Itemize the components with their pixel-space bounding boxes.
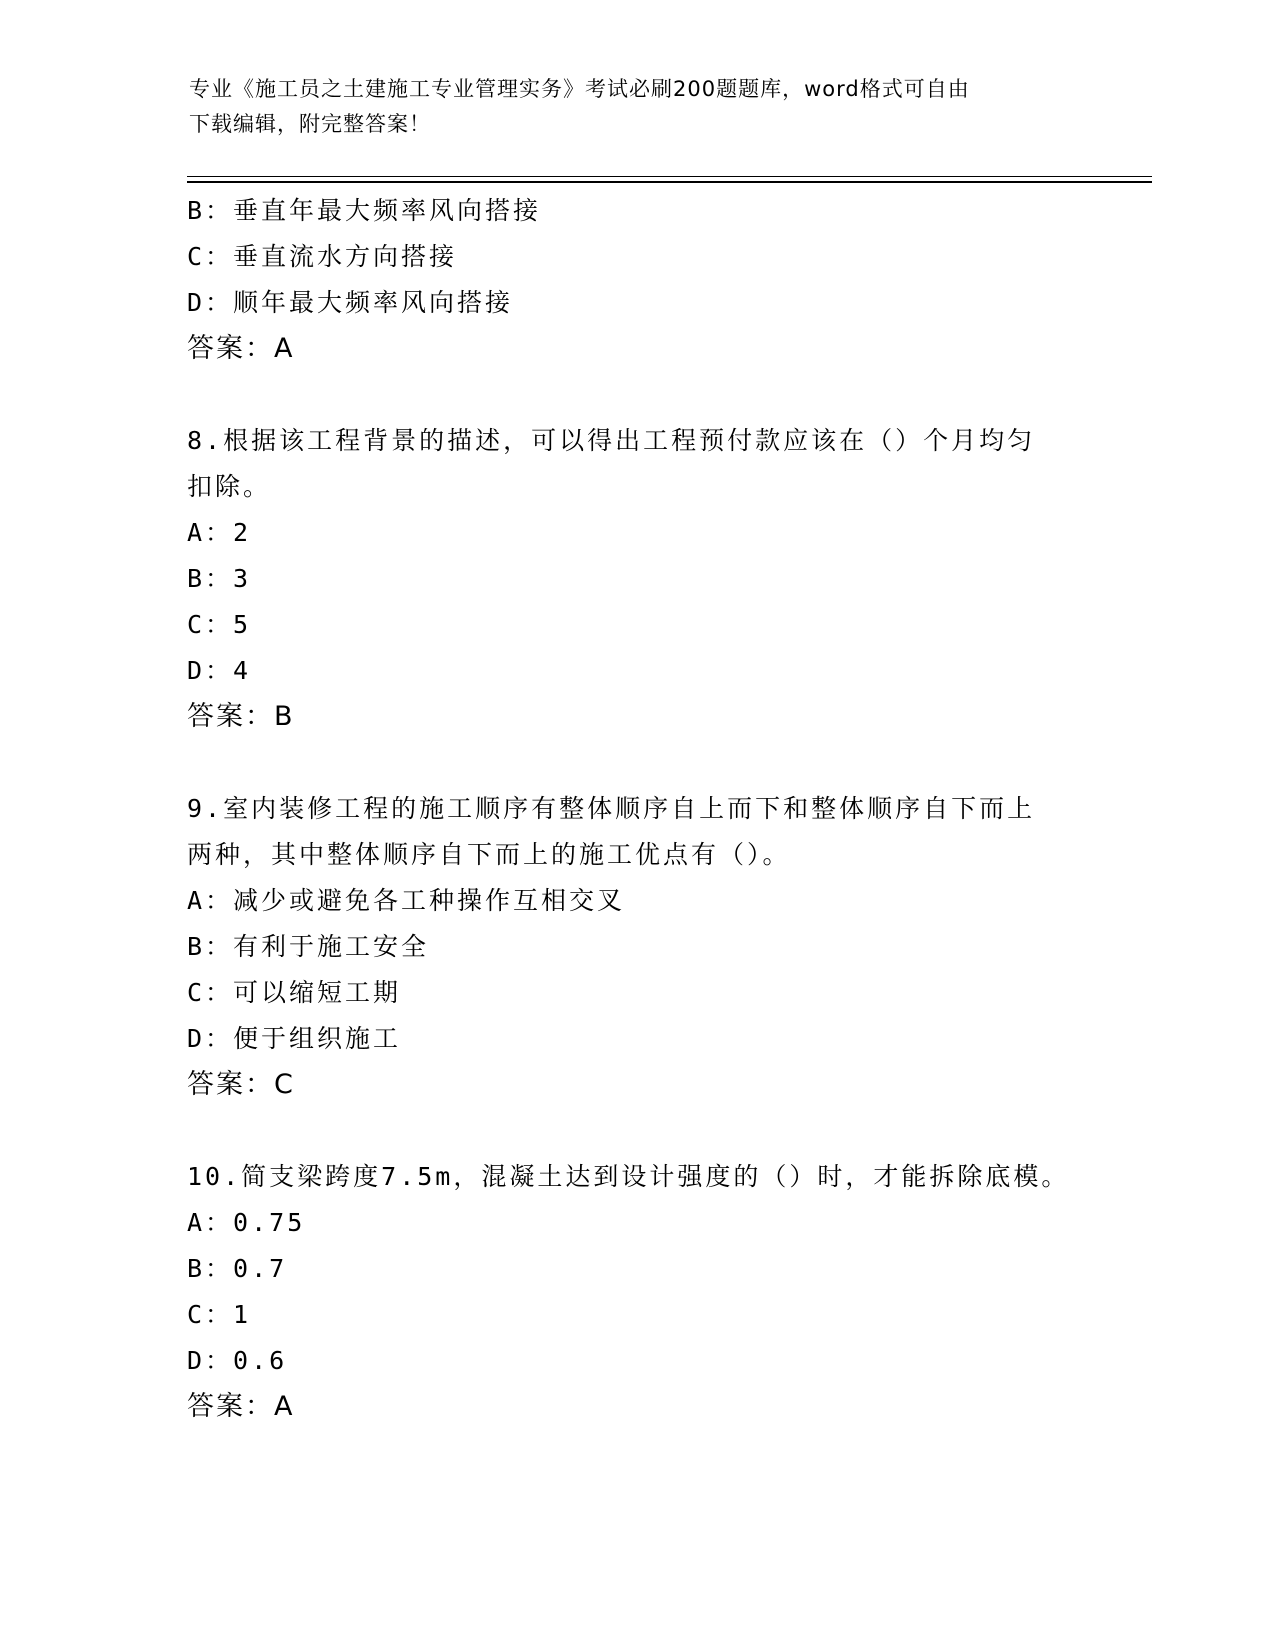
question-10 bbox=[187, 1154, 1087, 1430]
question-stem-line-1: 8.根据该工程背景的描述，可以得出工程预付款应该在（）个月均匀 bbox=[187, 426, 1036, 455]
option-b: B：3 bbox=[187, 564, 252, 593]
option-c: C：1 bbox=[187, 1300, 252, 1329]
question-stem-line-2: 两种，其中整体顺序自下而上的施工优点有（）。 bbox=[187, 840, 791, 869]
question-stem-line-1: 10.简支梁跨度7.5m，混凝土达到设计强度的（）时，才能拆除底模。 bbox=[187, 1162, 1070, 1191]
answer-label: 答案：B bbox=[187, 701, 295, 732]
option-a: A：2 bbox=[187, 518, 252, 547]
option-d: D：顺年最大频率风向搭接 bbox=[187, 288, 514, 317]
option-d: D：0.6 bbox=[187, 1346, 288, 1375]
option-d: D：4 bbox=[187, 656, 252, 685]
document-header bbox=[189, 72, 1069, 142]
answer-label: 答案：A bbox=[187, 333, 295, 364]
header-rule-thick bbox=[187, 181, 1152, 183]
header-line-1: 专业《施工员之土建施工专业管理实务》考试必刷200题题库，word格式可自由 bbox=[189, 77, 970, 101]
option-c: C：5 bbox=[187, 610, 252, 639]
header-rule-thin bbox=[187, 176, 1152, 177]
option-c: C：垂直流水方向搭接 bbox=[187, 242, 458, 271]
question-stem-line-2: 扣除。 bbox=[187, 472, 272, 501]
question-8 bbox=[187, 418, 1087, 740]
option-a: A：0.75 bbox=[187, 1208, 306, 1237]
option-a: A：减少或避免各工种操作互相交叉 bbox=[187, 886, 626, 915]
header-line-2: 下载编辑，附完整答案！ bbox=[189, 112, 431, 136]
option-d: D：便于组织施工 bbox=[187, 1024, 402, 1053]
question-7-continuation bbox=[187, 188, 1087, 372]
question-stem-line-1: 9.室内装修工程的施工顺序有整体顺序自上而下和整体顺序自下而上 bbox=[187, 794, 1036, 823]
option-b: B：垂直年最大频率风向搭接 bbox=[187, 196, 542, 225]
option-b: B：有利于施工安全 bbox=[187, 932, 430, 961]
answer-label: 答案：C bbox=[187, 1069, 295, 1100]
question-9 bbox=[187, 786, 1087, 1108]
answer-label: 答案：A bbox=[187, 1391, 295, 1422]
option-b: B：0.7 bbox=[187, 1254, 288, 1283]
question-list bbox=[187, 188, 1087, 1430]
option-c: C：可以缩短工期 bbox=[187, 978, 402, 1007]
